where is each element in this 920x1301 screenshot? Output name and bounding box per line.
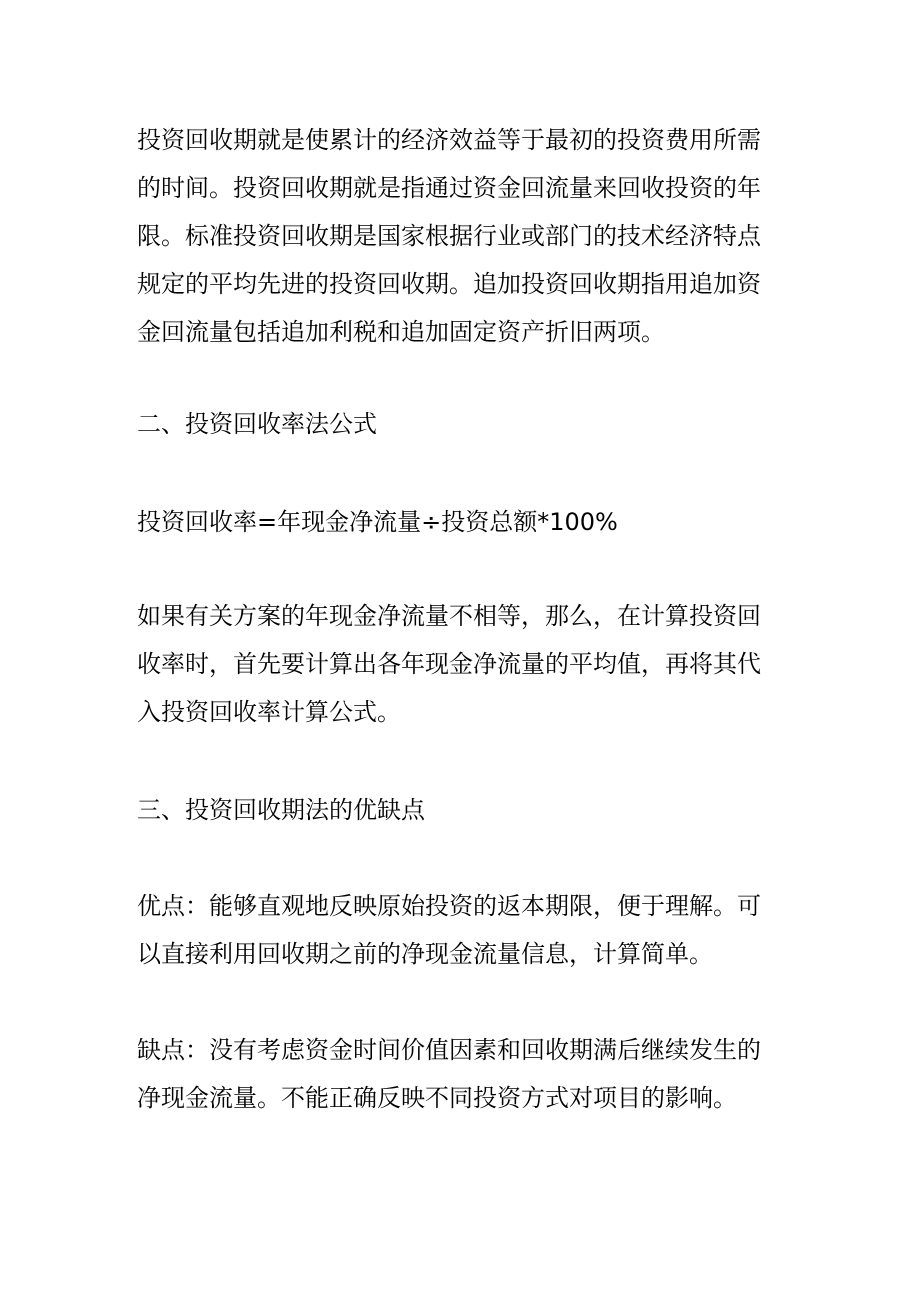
paragraph-line: 的时间。投资回收期就是指通过资金回流量来回收投资的年 (137, 174, 761, 202)
heading-text: 二、投资回收率法公式 (137, 410, 377, 438)
paragraph-advantages (137, 882, 797, 978)
paragraph-line: 以直接利用回收期之前的净现金流量信息，计算简单。 (137, 940, 713, 968)
formula-return-rate (137, 498, 797, 546)
paragraph-line: 规定的平均先进的投资回收期。追加投资回收期指用追加资 (137, 270, 761, 298)
paragraph-payback-period-definition (137, 116, 797, 356)
paragraph-line: 金回流量包括追加利税和追加固定资产折旧两项。 (137, 318, 665, 346)
paragraph-line: 缺点：没有考虑资金时间价值因素和回收期满后继续发生的 (137, 1036, 761, 1064)
paragraph-line: 如果有关方案的年现金净流量不相等，那么，在计算投资回 (137, 602, 761, 630)
paragraph-line: 净现金流量。不能正确反映不同投资方式对项目的影响。 (137, 1084, 737, 1112)
paragraph-line: 收率时，首先要计算出各年现金净流量的平均值，再将其代 (137, 650, 761, 678)
formula-text: 投资回收率=年现金净流量÷投资总额*100% (137, 508, 618, 536)
heading-text: 三、投资回收期法的优缺点 (137, 796, 425, 824)
paragraph-disadvantages (137, 1026, 797, 1122)
paragraph-line: 投资回收期就是使累计的经济效益等于最初的投资费用所需 (137, 126, 761, 154)
section-heading-pros-cons (137, 786, 797, 834)
section-heading-return-rate-formula (137, 400, 797, 448)
paragraph-uneven-cash-flow (137, 592, 797, 736)
paragraph-line: 优点：能够直观地反映原始投资的返本期限，便于理解。可 (137, 892, 761, 920)
paragraph-line: 入投资回收率计算公式。 (137, 698, 401, 726)
paragraph-line: 限。标准投资回收期是国家根据行业或部门的技术经济特点 (137, 222, 761, 250)
